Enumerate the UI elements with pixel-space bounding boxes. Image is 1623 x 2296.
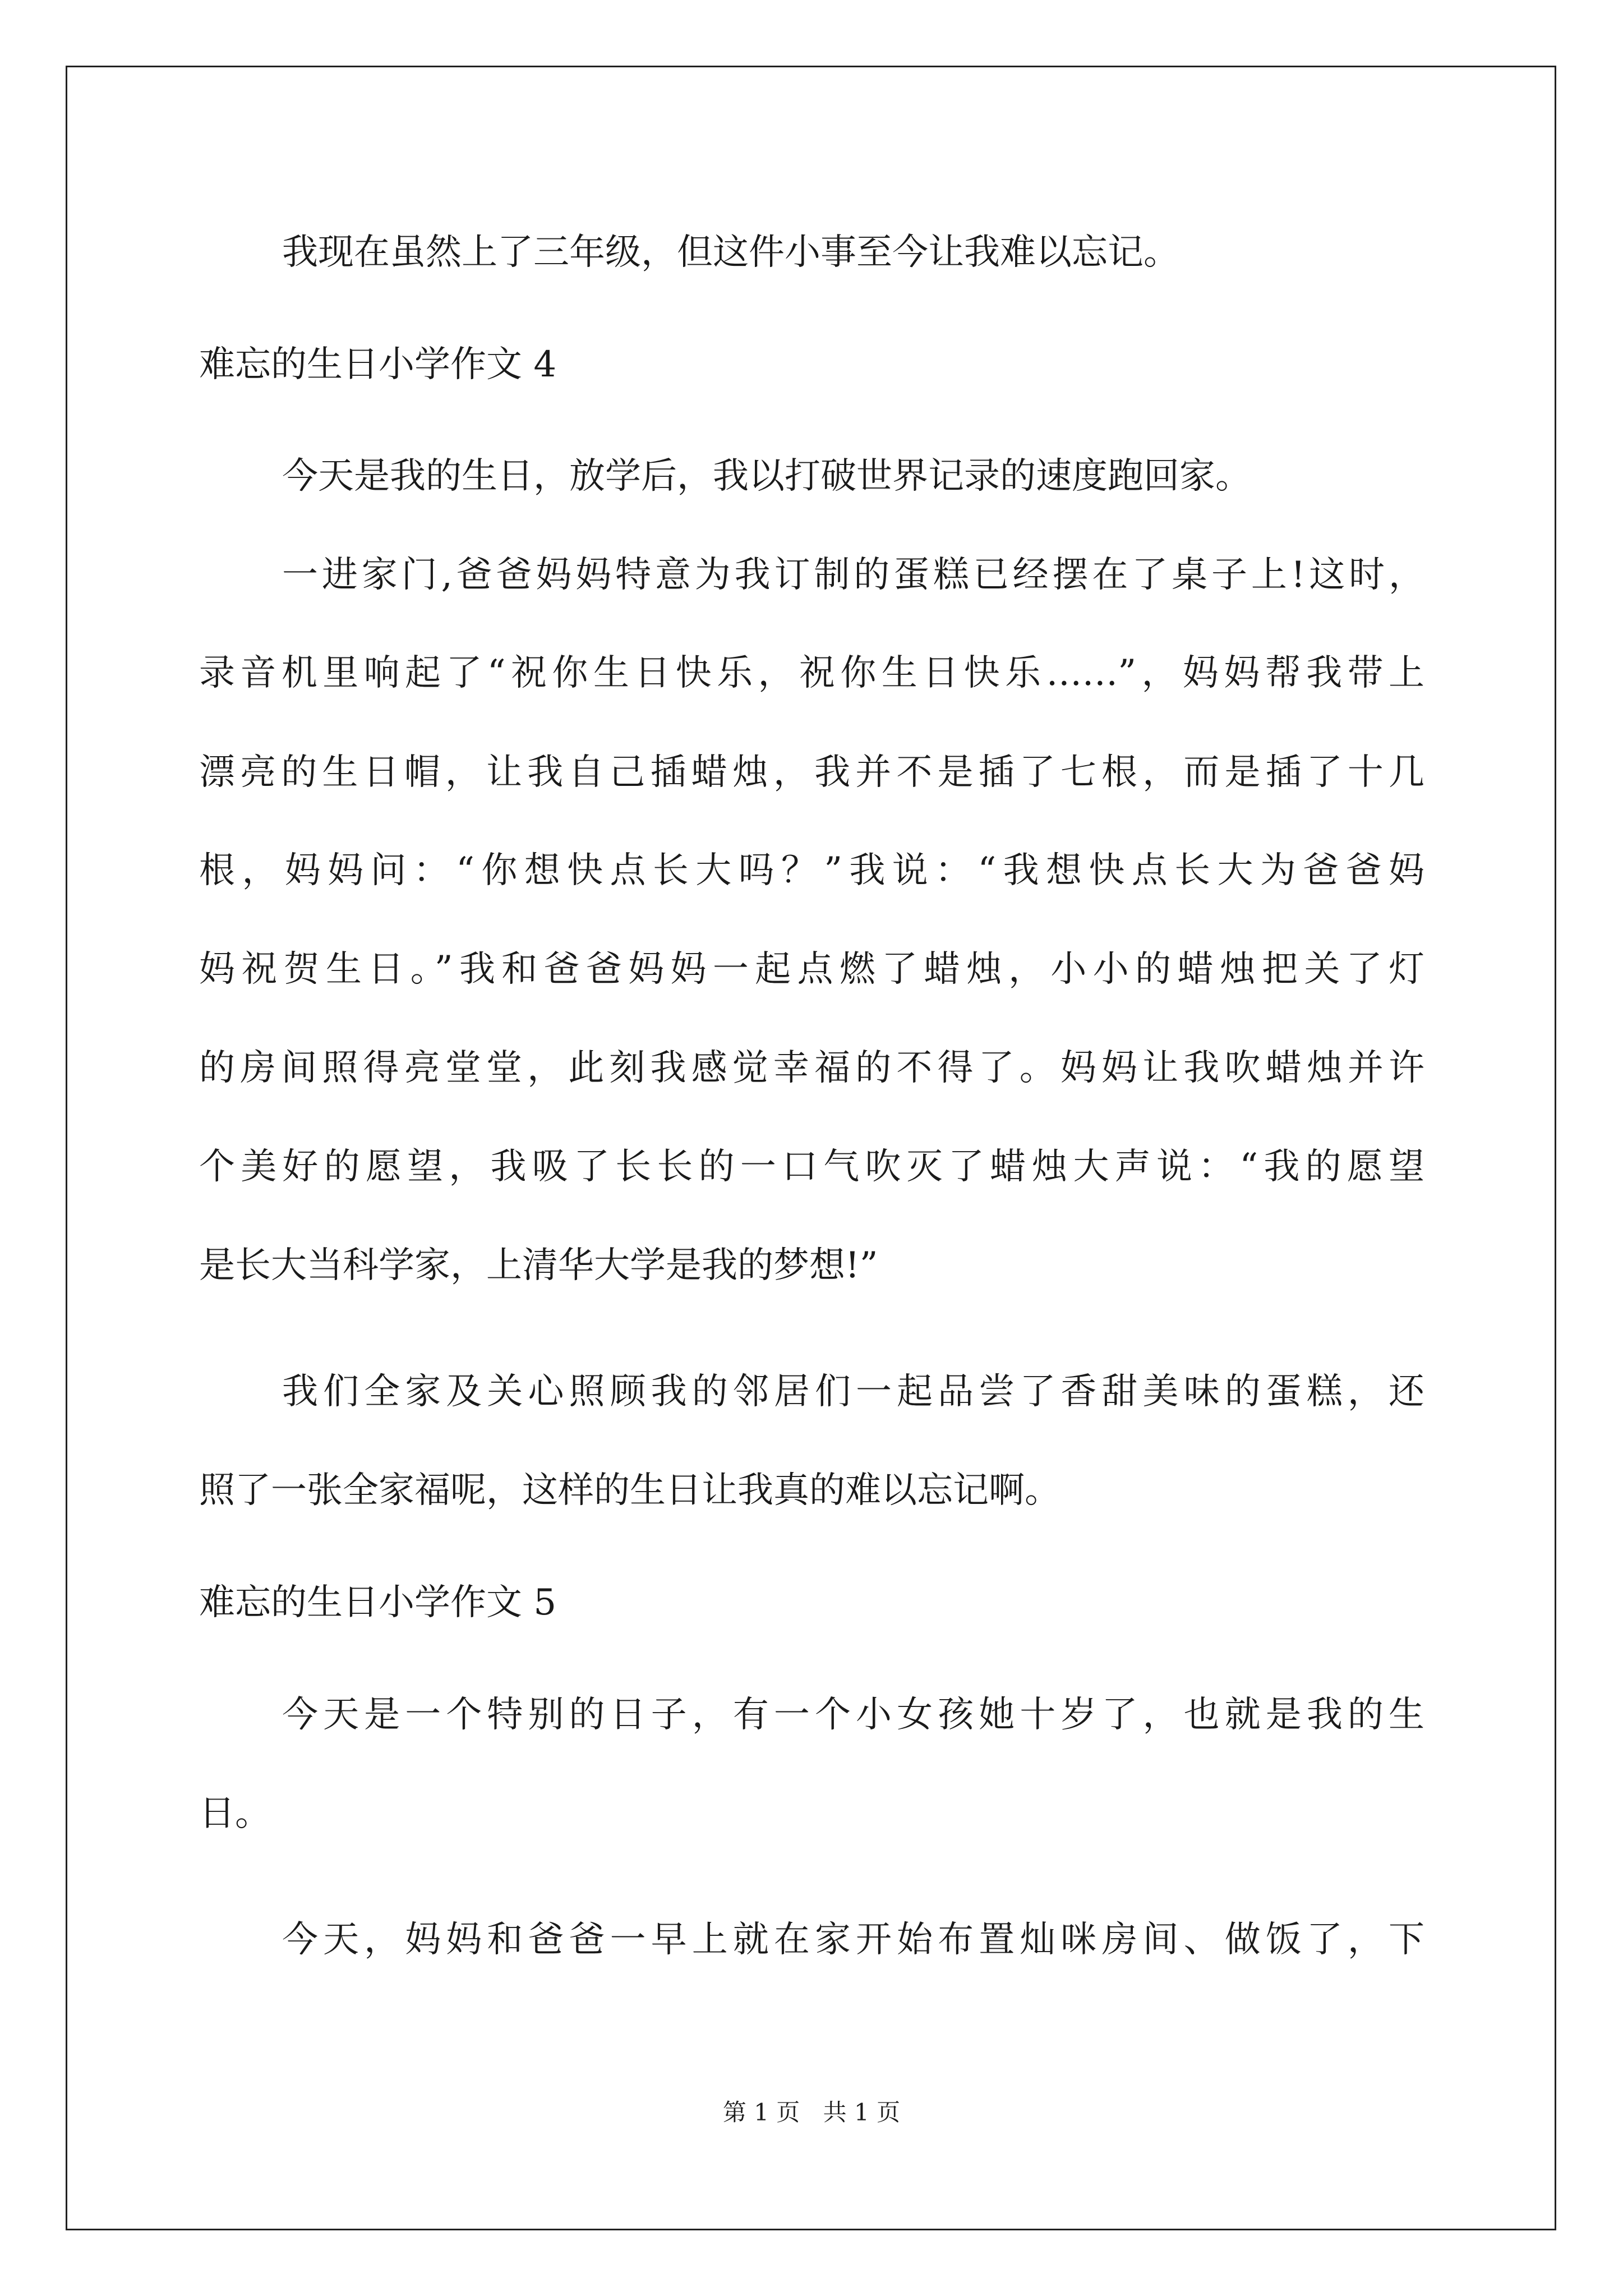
page-number: 第 1 页 bbox=[722, 2099, 800, 2126]
paragraph-line: 今天，妈妈和爸爸一早上就在家开始布置灿咪房间、做饭了，下 bbox=[282, 1919, 1424, 1961]
paragraph-line: 日。 bbox=[199, 1793, 271, 1834]
page-total: 共 1 页 bbox=[823, 2099, 901, 2126]
paragraph-line: 今天是一个特别的日子，有一个小女孩她十岁了，也就是我的生 bbox=[282, 1694, 1424, 1736]
paragraph-line: 是长大当科学家，上清华大学是我的梦想!” bbox=[199, 1245, 878, 1286]
paragraph-line: 今天是我的生日，放学后，我以打破世界记录的速度跑回家。 bbox=[282, 455, 1251, 497]
paragraph-line: 录音机里响起了“祝你生日快乐，祝你生日快乐……”，妈妈帮我带上 bbox=[199, 652, 1424, 694]
paragraph-line: 照了一张全家福呢，这样的生日让我真的难以忘记啊。 bbox=[199, 1470, 1061, 1511]
paragraph-line: 我现在虽然上了三年级，但这件小事至今让我难以忘记。 bbox=[282, 232, 1179, 273]
paragraph-line: 漂亮的生日帽，让我自己插蜡烛，我并不是插了七根，而是插了十几 bbox=[199, 752, 1424, 793]
paragraph-line: 的房间照得亮堂堂，此刻我感觉幸福的不得了。妈妈让我吹蜡烛并许 bbox=[199, 1047, 1424, 1089]
paragraph-line: 我们全家及关心照顾我的邻居们一起品尝了香甜美味的蛋糕，还 bbox=[282, 1371, 1424, 1412]
paragraph-line: 一进家门,爸爸妈妈特意为我订制的蛋糕已经摆在了桌子上!这时， bbox=[282, 554, 1424, 596]
paragraph-line: 个美好的愿望，我吸了长长的一口气吹灭了蜡烛大声说：“我的愿望 bbox=[199, 1146, 1424, 1188]
paragraph-line: 根，妈妈问：“你想快点长大吗？”我说：“我想快点长大为爸爸妈 bbox=[199, 850, 1424, 891]
page-footer bbox=[0, 2097, 1623, 2128]
paragraph-line: 妈祝贺生日。”我和爸爸妈妈一起点燃了蜡烛，小小的蜡烛把关了灯 bbox=[199, 949, 1424, 990]
section-heading: 难忘的生日小学作文 5 bbox=[199, 1582, 557, 1623]
section-heading: 难忘的生日小学作文 4 bbox=[199, 344, 557, 385]
